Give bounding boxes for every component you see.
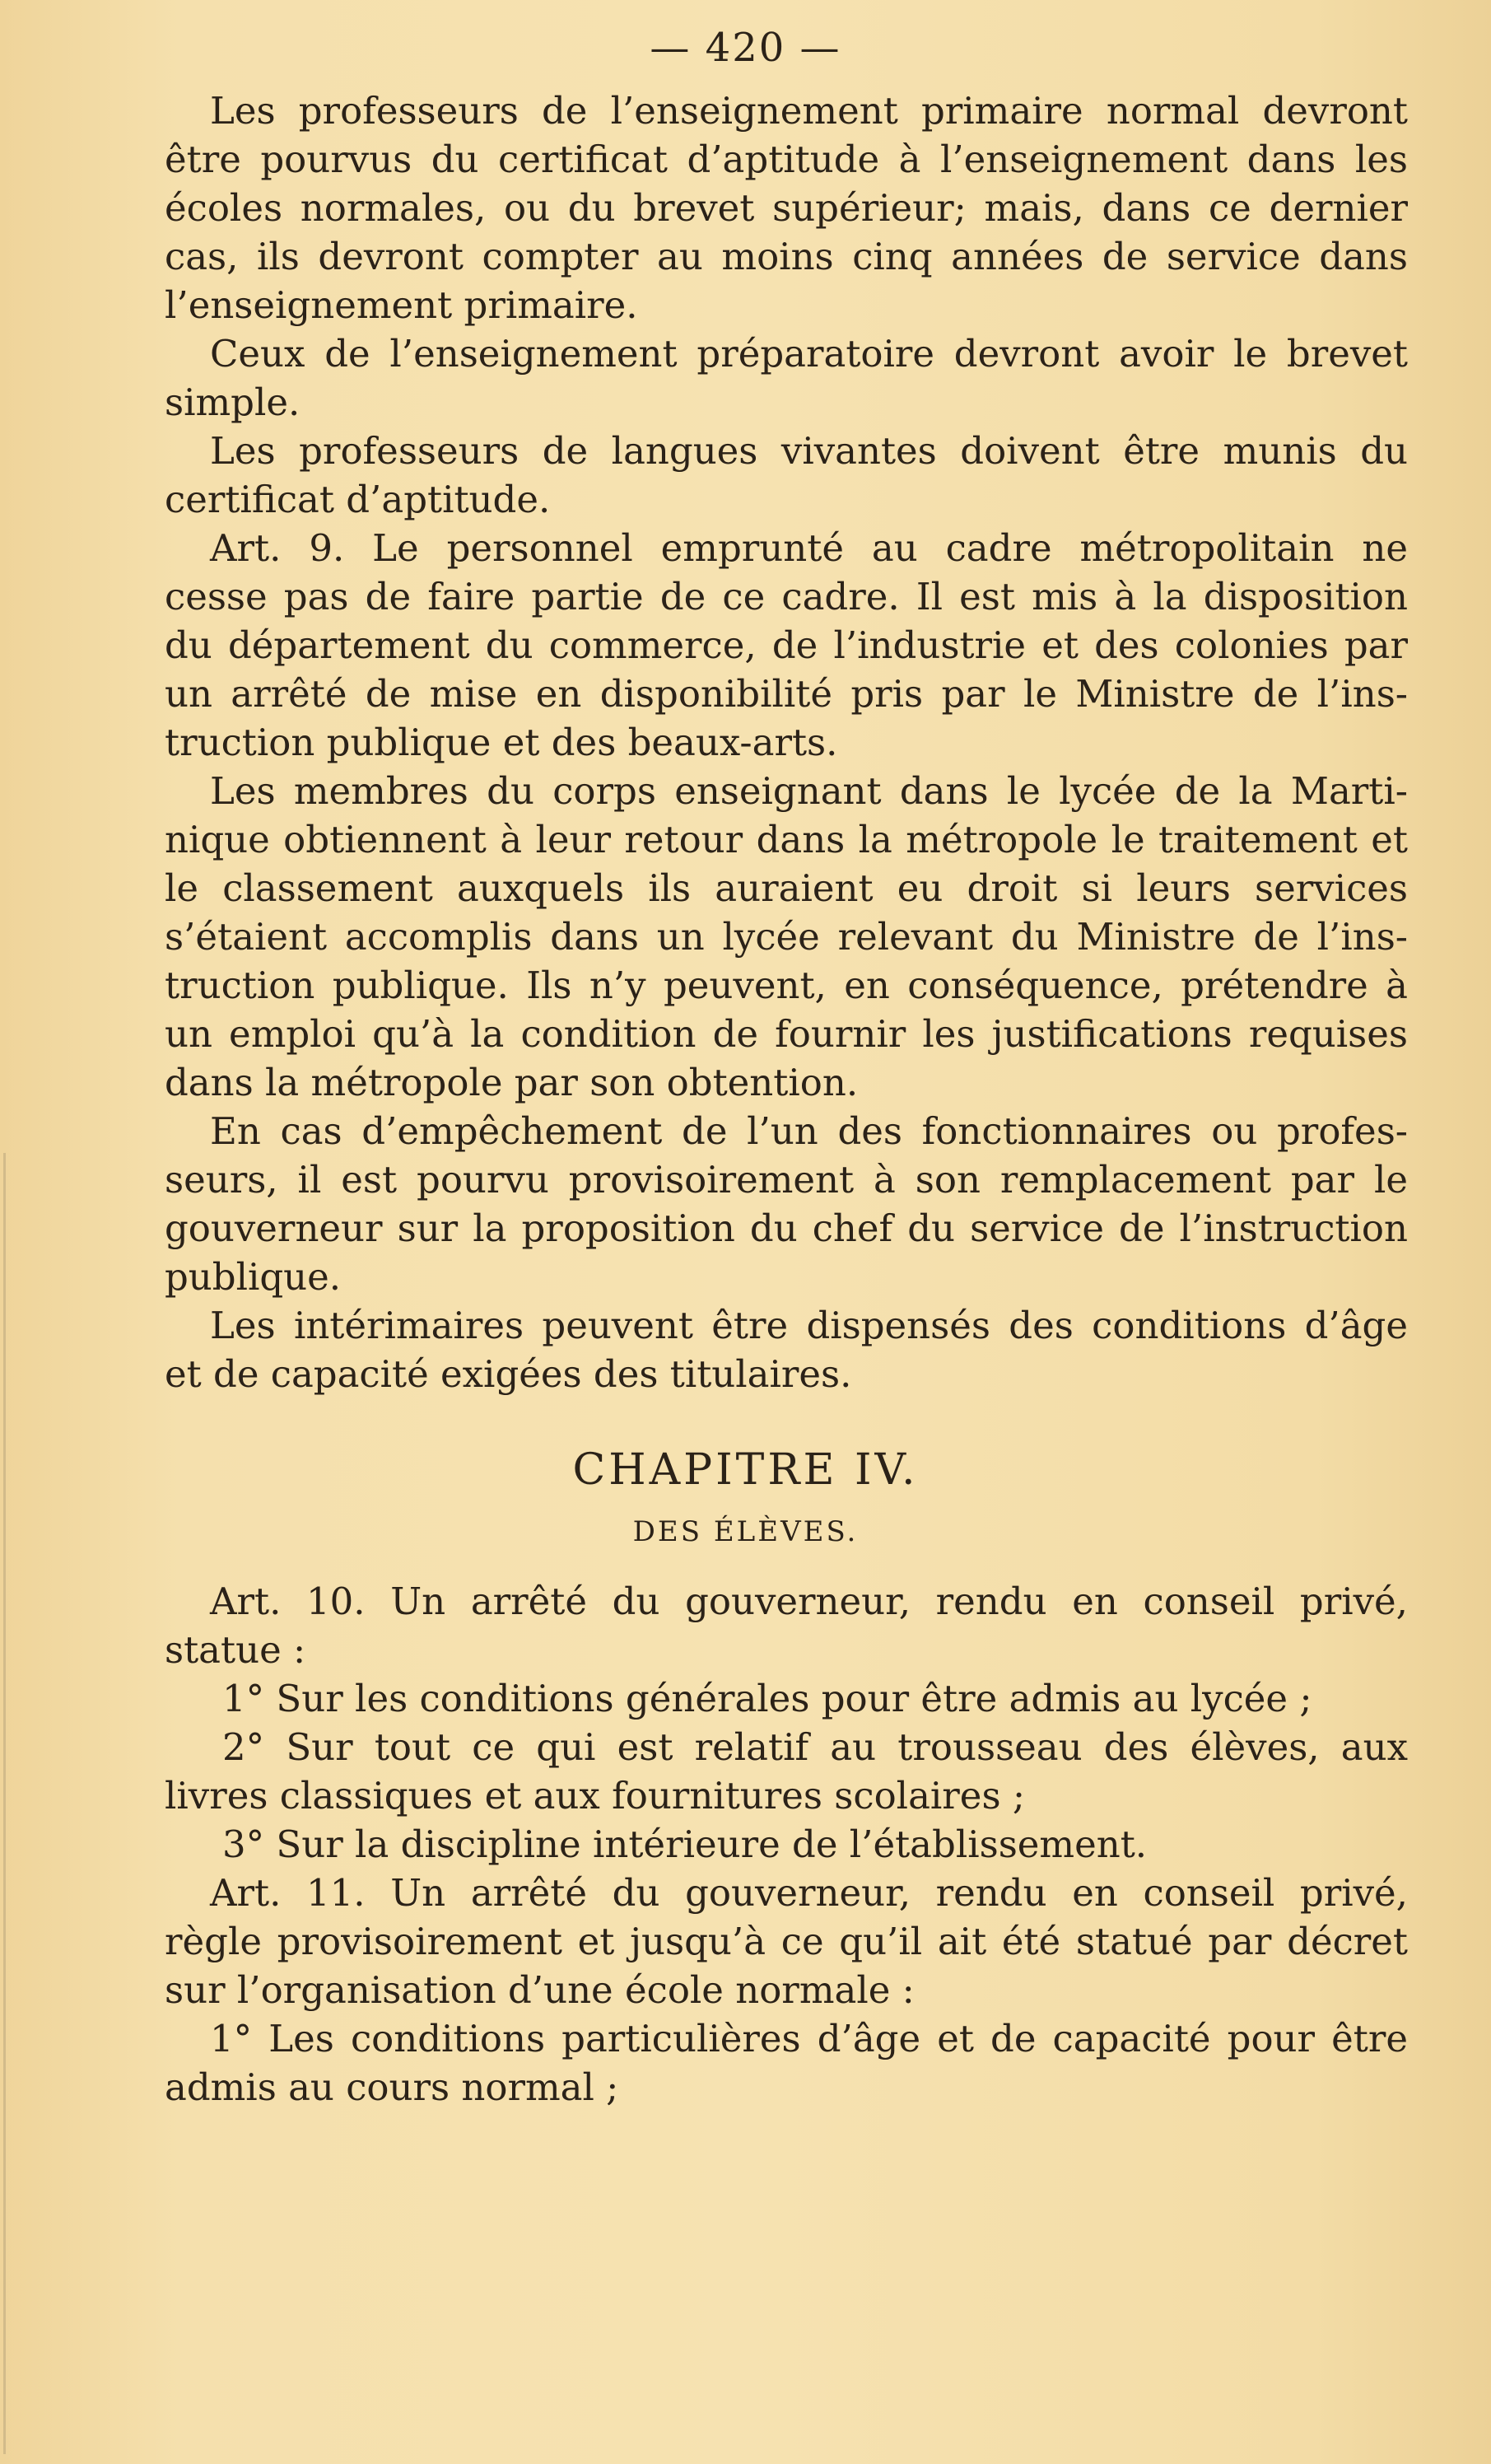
text-line: être pourvus du certificat d’aptitude à l’enseignement dans les <box>165 138 1408 181</box>
text-line: 1° Les conditions particulières d’âge et de capacité pour être <box>210 2017 1408 2060</box>
text-line: 2° Sur tout ce qui est relatif au trousseau des élèves, aux <box>222 1725 1408 1769</box>
text-line: un emploi qu’à la condition de fournir les justifications requises <box>165 1012 1408 1056</box>
text-line: En cas d’empêchement de l’un des fonctionnaires ou profes- <box>210 1109 1408 1153</box>
text-line: cesse pas de faire partie de ce cadre. Il est mis à la disposition <box>165 575 1408 618</box>
text-line: publique. <box>165 1255 342 1299</box>
text-line: s’étaient accomplis dans un lycée relevant du Ministre de l’ins- <box>165 915 1408 959</box>
text-line: écoles normales, ou du brevet supérieur; mais, dans ce dernier <box>165 186 1408 230</box>
text-line: Art. 9. Le personnel emprunté au cadre métropolitain ne <box>210 526 1408 570</box>
text-line: Ceux de l’enseignement préparatoire devront avoir le brevet <box>210 332 1408 376</box>
page-number: — 420 — <box>650 25 841 71</box>
text-line: Les professeurs de langues vivantes doivent être munis du <box>210 429 1408 473</box>
text-line: 1° Sur les conditions générales pour être admis au lycée ; <box>222 1677 1312 1720</box>
text-line: Les professeurs de l’enseignement primaire normal devront <box>210 89 1408 133</box>
text-line: l’enseignement primaire. <box>165 283 638 327</box>
text-line: seurs, il est pourvu provisoirement à son remplacement par le <box>165 1158 1408 1202</box>
text-line: nique obtiennent à leur retour dans la métropole le traitement et <box>165 818 1408 861</box>
body-text-top <box>165 86 1408 1398</box>
text-line: cas, ils devront compter au moins cinq années de service dans <box>165 235 1408 278</box>
text-line: Art. 11. Un arrêté du gouverneur, rendu en conseil privé, <box>210 1871 1408 1915</box>
text-line: gouverneur sur la proposition du chef du service de l’instruction <box>165 1206 1408 1250</box>
text-line: le classement auxquels ils auraient eu droit si leurs services <box>165 866 1408 910</box>
text-line: 3° Sur la discipline intérieure de l’établissement. <box>222 1822 1148 1866</box>
text-line: simple. <box>165 380 301 424</box>
text-line: Les intérimaires peuvent être dispensés des conditions d’âge <box>210 1304 1408 1347</box>
text-line: admis au cours normal ; <box>165 2065 619 2109</box>
text-line: un arrêté de mise en disponibilité pris par le Ministre de l’ins- <box>165 672 1408 716</box>
text-line: truction publique et des beaux-arts. <box>165 721 838 764</box>
text-line: et de capacité exigées des titulaires. <box>165 1352 852 1396</box>
chapter-title: CHAPITRE IV. <box>572 1445 919 1495</box>
text-line: livres classiques et aux fournitures scolaires ; <box>165 1774 1025 1818</box>
chapter-subtitle: DES ÉLÈVES. <box>632 1515 859 1548</box>
body-text-bottom <box>165 1577 1408 2112</box>
text-line: certificat d’aptitude. <box>165 478 551 521</box>
binding-edge <box>3 1153 6 2454</box>
text-line: du département du commerce, de l’industrie et des colonies par <box>165 623 1408 667</box>
text-line: dans la métropole par son obtention. <box>165 1061 859 1104</box>
text-line: Les membres du corps enseignant dans le lycée de la Marti- <box>210 769 1408 813</box>
text-line: règle provisoirement et jusqu’à ce qu’il ait été statué par décret <box>165 1920 1408 1963</box>
text-line: truction publique. Ils n’y peuvent, en conséquence, prétendre à <box>165 964 1408 1007</box>
text-line: sur l’organisation d’une école normale : <box>165 1968 915 2012</box>
text-line: Art. 10. Un arrêté du gouverneur, rendu en conseil privé, <box>210 1580 1408 1623</box>
text-line: statue : <box>165 1628 306 1672</box>
